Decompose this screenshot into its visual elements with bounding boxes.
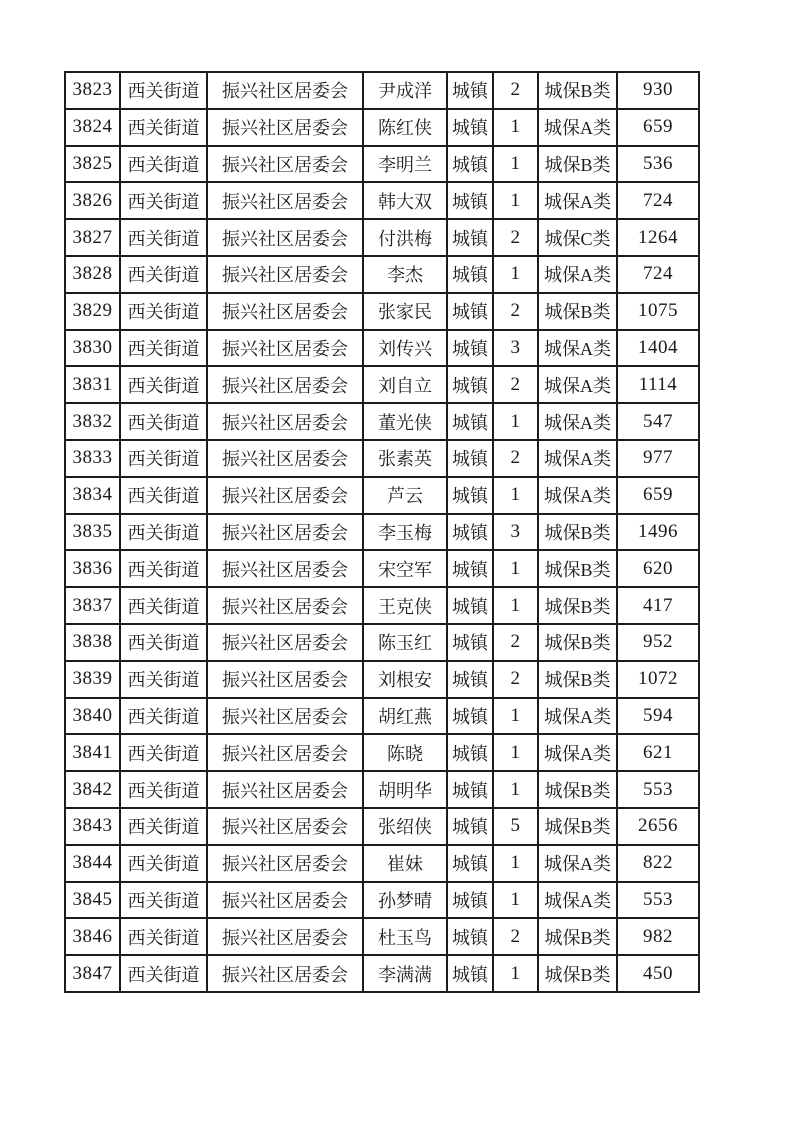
table-cell: 3830: [65, 330, 120, 367]
table-cell: 2: [493, 661, 538, 698]
table-cell: 659: [617, 109, 699, 146]
table-cell: 城保B类: [538, 72, 617, 109]
table-cell: 536: [617, 146, 699, 183]
table-cell: 李玉梅: [363, 514, 447, 551]
table-cell: 城保A类: [538, 477, 617, 514]
table-cell: 振兴社区居委会: [207, 182, 363, 219]
table-cell: 3: [493, 514, 538, 551]
table-cell: 振兴社区居委会: [207, 808, 363, 845]
table-cell: 2: [493, 219, 538, 256]
table-cell: 1: [493, 182, 538, 219]
resident-subsidy-table: [64, 71, 700, 993]
table-cell: 西关街道: [120, 955, 207, 992]
table-cell: 3843: [65, 808, 120, 845]
table-cell: 1: [493, 587, 538, 624]
table-cell: 振兴社区居委会: [207, 256, 363, 293]
table-cell: 城镇: [447, 624, 493, 661]
table-cell: 城镇: [447, 882, 493, 919]
table-cell: 振兴社区居委会: [207, 293, 363, 330]
table-cell: 振兴社区居委会: [207, 219, 363, 256]
table-cell: 城镇: [447, 808, 493, 845]
table-cell: 振兴社区居委会: [207, 845, 363, 882]
table-cell: 城镇: [447, 330, 493, 367]
table-cell: 西关街道: [120, 845, 207, 882]
table-cell: 1: [493, 256, 538, 293]
table-cell: 2: [493, 72, 538, 109]
table-cell: 724: [617, 256, 699, 293]
table-cell: 城镇: [447, 514, 493, 551]
table-cell: 西关街道: [120, 587, 207, 624]
table-cell: 尹成洋: [363, 72, 447, 109]
table-cell: 城镇: [447, 366, 493, 403]
table-cell: 城镇: [447, 293, 493, 330]
table-cell: 2: [493, 440, 538, 477]
table-row: [65, 72, 699, 109]
table-cell: 724: [617, 182, 699, 219]
table-cell: 西关街道: [120, 109, 207, 146]
table-cell: 1: [493, 882, 538, 919]
table-cell: 陈晓: [363, 734, 447, 771]
table-row: [65, 256, 699, 293]
table-cell: 西关街道: [120, 918, 207, 955]
table-cell: 振兴社区居委会: [207, 661, 363, 698]
table-cell: 西关街道: [120, 219, 207, 256]
table-cell: 3847: [65, 955, 120, 992]
table-cell: 张绍侠: [363, 808, 447, 845]
table-cell: 西关街道: [120, 808, 207, 845]
table-cell: 振兴社区居委会: [207, 771, 363, 808]
table-cell: 1: [493, 477, 538, 514]
table-cell: 1: [493, 146, 538, 183]
table-cell: 1075: [617, 293, 699, 330]
table-cell: 西关街道: [120, 182, 207, 219]
table-cell: 西关街道: [120, 882, 207, 919]
table-cell: 2: [493, 918, 538, 955]
table-cell: 城镇: [447, 550, 493, 587]
table-cell: 1404: [617, 330, 699, 367]
table-cell: 振兴社区居委会: [207, 440, 363, 477]
table-cell: 城保A类: [538, 440, 617, 477]
table-cell: 594: [617, 698, 699, 735]
table-cell: 振兴社区居委会: [207, 550, 363, 587]
table-cell: 董光侠: [363, 403, 447, 440]
table-cell: 3842: [65, 771, 120, 808]
table-cell: 3839: [65, 661, 120, 698]
table-cell: 张家民: [363, 293, 447, 330]
table-cell: 城保B类: [538, 918, 617, 955]
table-cell: 621: [617, 734, 699, 771]
table-cell: 3832: [65, 403, 120, 440]
table-cell: 刘传兴: [363, 330, 447, 367]
table-cell: 城镇: [447, 955, 493, 992]
table-cell: 城保A类: [538, 182, 617, 219]
table-cell: 宋空军: [363, 550, 447, 587]
table-cell: 城镇: [447, 440, 493, 477]
table-cell: 振兴社区居委会: [207, 624, 363, 661]
table-cell: 1: [493, 698, 538, 735]
table-cell: 振兴社区居委会: [207, 698, 363, 735]
table-cell: 930: [617, 72, 699, 109]
table-cell: 杜玉鸟: [363, 918, 447, 955]
table-cell: 西关街道: [120, 624, 207, 661]
table-row: [65, 918, 699, 955]
table-row: [65, 366, 699, 403]
table-cell: 659: [617, 477, 699, 514]
table-cell: 崔妹: [363, 845, 447, 882]
table-cell: 城镇: [447, 661, 493, 698]
table-cell: 822: [617, 845, 699, 882]
table-cell: 振兴社区居委会: [207, 72, 363, 109]
table-row: [65, 734, 699, 771]
table-cell: 西关街道: [120, 661, 207, 698]
table-cell: 城镇: [447, 182, 493, 219]
table-cell: 3845: [65, 882, 120, 919]
table-cell: 西关街道: [120, 256, 207, 293]
table-cell: 胡红燕: [363, 698, 447, 735]
table-cell: 2656: [617, 808, 699, 845]
table-cell: 城保B类: [538, 146, 617, 183]
table-cell: 城保B类: [538, 955, 617, 992]
table-cell: 西关街道: [120, 403, 207, 440]
table-cell: 1: [493, 550, 538, 587]
table-cell: 3840: [65, 698, 120, 735]
table-cell: 城镇: [447, 477, 493, 514]
table-cell: 城镇: [447, 918, 493, 955]
table-cell: 西关街道: [120, 698, 207, 735]
table-cell: 城保B类: [538, 808, 617, 845]
table-cell: 振兴社区居委会: [207, 882, 363, 919]
table-cell: 1496: [617, 514, 699, 551]
table-cell: 西关街道: [120, 734, 207, 771]
table-row: [65, 845, 699, 882]
table-row: [65, 771, 699, 808]
table-cell: 振兴社区居委会: [207, 403, 363, 440]
table-cell: 城保B类: [538, 661, 617, 698]
table-cell: 3841: [65, 734, 120, 771]
table-cell: 城保A类: [538, 330, 617, 367]
table-cell: 3: [493, 330, 538, 367]
table-cell: 1072: [617, 661, 699, 698]
table-cell: 城保C类: [538, 219, 617, 256]
table-cell: 振兴社区居委会: [207, 109, 363, 146]
table-cell: 付洪梅: [363, 219, 447, 256]
table-cell: 振兴社区居委会: [207, 734, 363, 771]
table-cell: 芦云: [363, 477, 447, 514]
table-cell: 952: [617, 624, 699, 661]
table-cell: 城镇: [447, 845, 493, 882]
table-cell: 1: [493, 734, 538, 771]
table-cell: 547: [617, 403, 699, 440]
table-cell: 陈玉红: [363, 624, 447, 661]
table-cell: 城镇: [447, 698, 493, 735]
table-cell: 城保A类: [538, 845, 617, 882]
table-cell: 李杰: [363, 256, 447, 293]
table-body: [65, 72, 699, 992]
table-cell: 城保B类: [538, 587, 617, 624]
table-cell: 3831: [65, 366, 120, 403]
table-cell: 城保B类: [538, 514, 617, 551]
table-cell: 553: [617, 771, 699, 808]
table-cell: 西关街道: [120, 771, 207, 808]
table-row: [65, 624, 699, 661]
table-cell: 振兴社区居委会: [207, 514, 363, 551]
table-cell: 西关街道: [120, 366, 207, 403]
table-cell: 3837: [65, 587, 120, 624]
table-cell: 3846: [65, 918, 120, 955]
table-cell: 3833: [65, 440, 120, 477]
table-cell: 城镇: [447, 219, 493, 256]
table-row: [65, 550, 699, 587]
table-cell: 西关街道: [120, 440, 207, 477]
table-cell: 城保B类: [538, 771, 617, 808]
table-cell: 城保A类: [538, 882, 617, 919]
table-cell: 西关街道: [120, 293, 207, 330]
table-cell: 2: [493, 624, 538, 661]
table-cell: 553: [617, 882, 699, 919]
table-cell: 陈红侠: [363, 109, 447, 146]
table-cell: 振兴社区居委会: [207, 366, 363, 403]
table-cell: 1: [493, 771, 538, 808]
table-row: [65, 330, 699, 367]
table-cell: 3836: [65, 550, 120, 587]
table-cell: 3835: [65, 514, 120, 551]
table-cell: 450: [617, 955, 699, 992]
table-cell: 2: [493, 366, 538, 403]
table-row: [65, 109, 699, 146]
table-cell: 城镇: [447, 587, 493, 624]
table-cell: 西关街道: [120, 72, 207, 109]
table-cell: 3828: [65, 256, 120, 293]
table-row: [65, 882, 699, 919]
table-cell: 振兴社区居委会: [207, 587, 363, 624]
table-cell: 620: [617, 550, 699, 587]
table-cell: 3838: [65, 624, 120, 661]
table-cell: 2: [493, 293, 538, 330]
table-cell: 3844: [65, 845, 120, 882]
table-cell: 1: [493, 109, 538, 146]
table-cell: 1264: [617, 219, 699, 256]
table-row: [65, 477, 699, 514]
table-cell: 3824: [65, 109, 120, 146]
table-row: [65, 219, 699, 256]
table-row: [65, 698, 699, 735]
table-cell: 3834: [65, 477, 120, 514]
table-row: [65, 808, 699, 845]
table-cell: 5: [493, 808, 538, 845]
table-cell: 振兴社区居委会: [207, 918, 363, 955]
table-cell: 1: [493, 403, 538, 440]
table-row: [65, 146, 699, 183]
table-cell: 城保B类: [538, 624, 617, 661]
table-cell: 3827: [65, 219, 120, 256]
table-cell: 李明兰: [363, 146, 447, 183]
table-cell: 城保A类: [538, 734, 617, 771]
table-cell: 3829: [65, 293, 120, 330]
table-cell: 振兴社区居委会: [207, 477, 363, 514]
table-cell: 城保B类: [538, 550, 617, 587]
table-cell: 1114: [617, 366, 699, 403]
table-row: [65, 514, 699, 551]
table-cell: 城保A类: [538, 698, 617, 735]
table-row: [65, 403, 699, 440]
table-cell: 城镇: [447, 734, 493, 771]
table-cell: 西关街道: [120, 146, 207, 183]
table-cell: 1: [493, 845, 538, 882]
table-cell: 城镇: [447, 403, 493, 440]
table-cell: 西关街道: [120, 477, 207, 514]
table-cell: 刘根安: [363, 661, 447, 698]
table-cell: 城镇: [447, 109, 493, 146]
table-cell: 振兴社区居委会: [207, 330, 363, 367]
table-row: [65, 440, 699, 477]
table-cell: 3825: [65, 146, 120, 183]
table-cell: 城镇: [447, 146, 493, 183]
table-cell: 振兴社区居委会: [207, 955, 363, 992]
table-cell: 振兴社区居委会: [207, 146, 363, 183]
table-cell: 城镇: [447, 256, 493, 293]
table-cell: 1: [493, 955, 538, 992]
table-cell: 西关街道: [120, 514, 207, 551]
table-cell: 西关街道: [120, 330, 207, 367]
table-row: [65, 587, 699, 624]
table-cell: 张素英: [363, 440, 447, 477]
table-cell: 城保A类: [538, 403, 617, 440]
table-cell: 王克侠: [363, 587, 447, 624]
table-cell: 孙梦晴: [363, 882, 447, 919]
table-cell: 城保B类: [538, 293, 617, 330]
table-cell: 城保A类: [538, 256, 617, 293]
table-cell: 刘自立: [363, 366, 447, 403]
table-row: [65, 293, 699, 330]
table-row: [65, 955, 699, 992]
table-cell: 西关街道: [120, 550, 207, 587]
table-cell: 417: [617, 587, 699, 624]
table-row: [65, 661, 699, 698]
table-row: [65, 182, 699, 219]
table-cell: 韩大双: [363, 182, 447, 219]
table-cell: 3826: [65, 182, 120, 219]
table-cell: 城镇: [447, 771, 493, 808]
table-cell: 城保A类: [538, 366, 617, 403]
table-cell: 977: [617, 440, 699, 477]
table-cell: 城镇: [447, 72, 493, 109]
table-cell: 3823: [65, 72, 120, 109]
table-cell: 李满满: [363, 955, 447, 992]
table-cell: 982: [617, 918, 699, 955]
table-cell: 城保A类: [538, 109, 617, 146]
table-cell: 胡明华: [363, 771, 447, 808]
